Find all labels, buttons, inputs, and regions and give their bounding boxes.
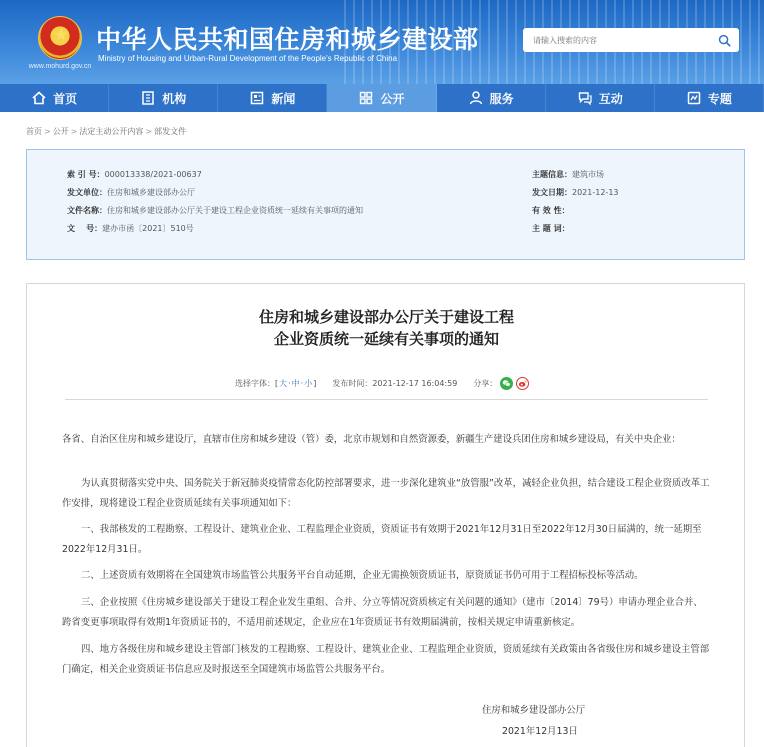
font-size-label: 选择字体： bbox=[235, 379, 275, 388]
article-paragraph-addressee: 各省、自治区住房和城乡建设厅，直辖市住房和城乡建设（管）委，北京市规划和自然资源委，新疆生产建设兵团住房和城乡建设局，有关中央企业： bbox=[62, 434, 681, 445]
info-theme: 主 题 词： bbox=[532, 224, 570, 233]
nav-item-label: 专题 bbox=[707, 91, 732, 106]
interaction-icon bbox=[577, 90, 593, 106]
search-icon bbox=[718, 34, 731, 47]
breadcrumb-separator: > bbox=[145, 127, 153, 136]
search-input[interactable] bbox=[523, 29, 709, 51]
dot-separator: · bbox=[288, 379, 291, 388]
article-title-line-1: 住房和城乡建设部办公厅关于建设工程 bbox=[258, 308, 514, 326]
breadcrumb-item-public[interactable]: 公开 bbox=[52, 127, 69, 136]
font-size-medium-button[interactable]: 中 bbox=[291, 379, 300, 388]
article-paragraph-1: 一、我部核发的工程勘察、工程设计、建筑业企业、工程监理企业资质，资质证书有效期于2021年12月31日至2022年12月30日届满的，统一延期至2022年12月31日。 bbox=[62, 524, 702, 555]
news-icon bbox=[249, 90, 265, 106]
bracket-open: [ bbox=[275, 379, 279, 388]
search-box bbox=[523, 28, 739, 52]
dot-separator: · bbox=[300, 379, 304, 388]
article-title bbox=[27, 306, 746, 350]
service-icon bbox=[468, 90, 484, 106]
signoff-date: 2021年12月13日 bbox=[502, 726, 578, 737]
nav-item-topic[interactable] bbox=[655, 84, 764, 112]
nav-item-label: 公开 bbox=[380, 91, 405, 106]
nav-item-label: 服务 bbox=[489, 91, 514, 106]
info-issuer: 发文单位：住房和城乡建设部办公厅 bbox=[67, 188, 195, 197]
site-header bbox=[0, 0, 764, 84]
topic-icon bbox=[686, 90, 702, 106]
nav-item-service[interactable] bbox=[437, 84, 546, 112]
site-title-english: Ministry of Housing and Urban-Rural Development of the People's Republic of China bbox=[98, 54, 398, 63]
wechat-icon bbox=[502, 379, 511, 388]
nav-item-news[interactable] bbox=[218, 84, 327, 112]
breadcrumb-item-home[interactable]: 首页 bbox=[26, 127, 42, 136]
nav-item-organization[interactable] bbox=[109, 84, 218, 112]
font-size-large-button[interactable]: 大 bbox=[279, 379, 288, 388]
share-label: 分享： bbox=[473, 379, 498, 388]
bracket-close: ] bbox=[313, 379, 317, 388]
info-subject: 主题信息：建筑市场 bbox=[532, 170, 604, 179]
article-paragraph-4: 四、地方各级住房和城乡建设主管部门核发的工程勘察、工程设计、建筑业企业、工程监理企业资质，资质延续有关政策由各省级住房和城乡建设主管部门确定，相关企业资质证书信息应及时报送至全国建筑市场监管公共服务平台。 bbox=[62, 644, 710, 675]
info-validity: 有 效 性： bbox=[532, 206, 570, 215]
nav-item-home[interactable] bbox=[0, 84, 109, 112]
publish-time-label: 发布时间： bbox=[332, 379, 373, 388]
publish-time: 2021-12-17 16:04:59 bbox=[372, 379, 458, 388]
article-paragraph-2: 二、上述资质有效期将在全国建筑市场监管公共服务平台自动延期，企业无需换领资质证书，原资质证书仍可用于工程招标投标等活动。 bbox=[81, 570, 644, 581]
nav-item-label: 首页 bbox=[53, 91, 78, 106]
wechat-share-button[interactable] bbox=[500, 377, 513, 390]
nav-item-label: 互动 bbox=[598, 91, 623, 106]
info-document-number: 文 号：建办市函〔2021〕510号 bbox=[67, 224, 194, 233]
national-emblem-icon[interactable] bbox=[38, 16, 82, 60]
weibo-share-button[interactable] bbox=[516, 377, 529, 390]
weibo-icon bbox=[518, 379, 527, 388]
emblem-star-icon: ★ bbox=[53, 25, 69, 44]
public-icon bbox=[358, 90, 374, 106]
home-icon bbox=[31, 90, 47, 106]
breadcrumb-item-statutory[interactable]: 法定主动公开内容 bbox=[79, 127, 144, 136]
main-nav bbox=[0, 84, 764, 112]
article-paragraph-intro: 为认真贯彻落实党中央、国务院关于新冠肺炎疫情常态化防控部署要求，进一步深化建筑业“放管服”改革，减轻企业负担，结合建设工程企业资质改革工作安排，现将建设工程企业资质延续有关事项通知如下： bbox=[62, 478, 710, 509]
nav-item-label: 新闻 bbox=[271, 91, 296, 106]
article-title-line-2: 企业资质统一延续有关事项的通知 bbox=[273, 330, 499, 348]
breadcrumb-separator: > bbox=[44, 127, 51, 136]
breadcrumb-separator: > bbox=[70, 127, 78, 136]
breadcrumb bbox=[26, 126, 186, 137]
signoff-organization: 住房和城乡建设部办公厅 bbox=[482, 705, 586, 716]
article-container bbox=[26, 283, 745, 747]
article-paragraph-3: 三、企业按照《住房城乡建设部关于建设工程企业发生重组、合并、分立等情况资质核定有关问题的通知》（建市〔2014〕79号）申请办理企业合并、跨省变更事项取得有效期1年资质证书的，不适用前述规定，企业应在1年资质证书有效期届满前，按相关规定申请重新核定。 bbox=[62, 597, 703, 628]
search-button[interactable] bbox=[709, 28, 739, 52]
info-issue-date: 发文日期：2021-12-13 bbox=[532, 188, 619, 197]
building-icon bbox=[140, 90, 156, 106]
document-info-box bbox=[26, 149, 745, 260]
article-meta bbox=[235, 377, 529, 390]
site-url: www.mohurd.gov.cn bbox=[28, 63, 92, 70]
article-divider bbox=[65, 399, 708, 400]
breadcrumb-item-documents[interactable]: 部发文件 bbox=[154, 127, 187, 136]
site-title[interactable]: 中华人民共和国住房和城乡建设部 bbox=[96, 25, 479, 54]
info-filename: 文件名称：住房和城乡建设部办公厅关于建设工程企业资质统一延续有关事项的通知 bbox=[67, 206, 363, 215]
nav-item-public[interactable] bbox=[327, 84, 436, 112]
font-size-small-button[interactable]: 小 bbox=[304, 379, 313, 388]
nav-item-label: 机构 bbox=[162, 91, 187, 106]
nav-item-interaction[interactable] bbox=[546, 84, 655, 112]
info-index-number: 索 引 号：000013338/2021-00637 bbox=[67, 170, 202, 179]
